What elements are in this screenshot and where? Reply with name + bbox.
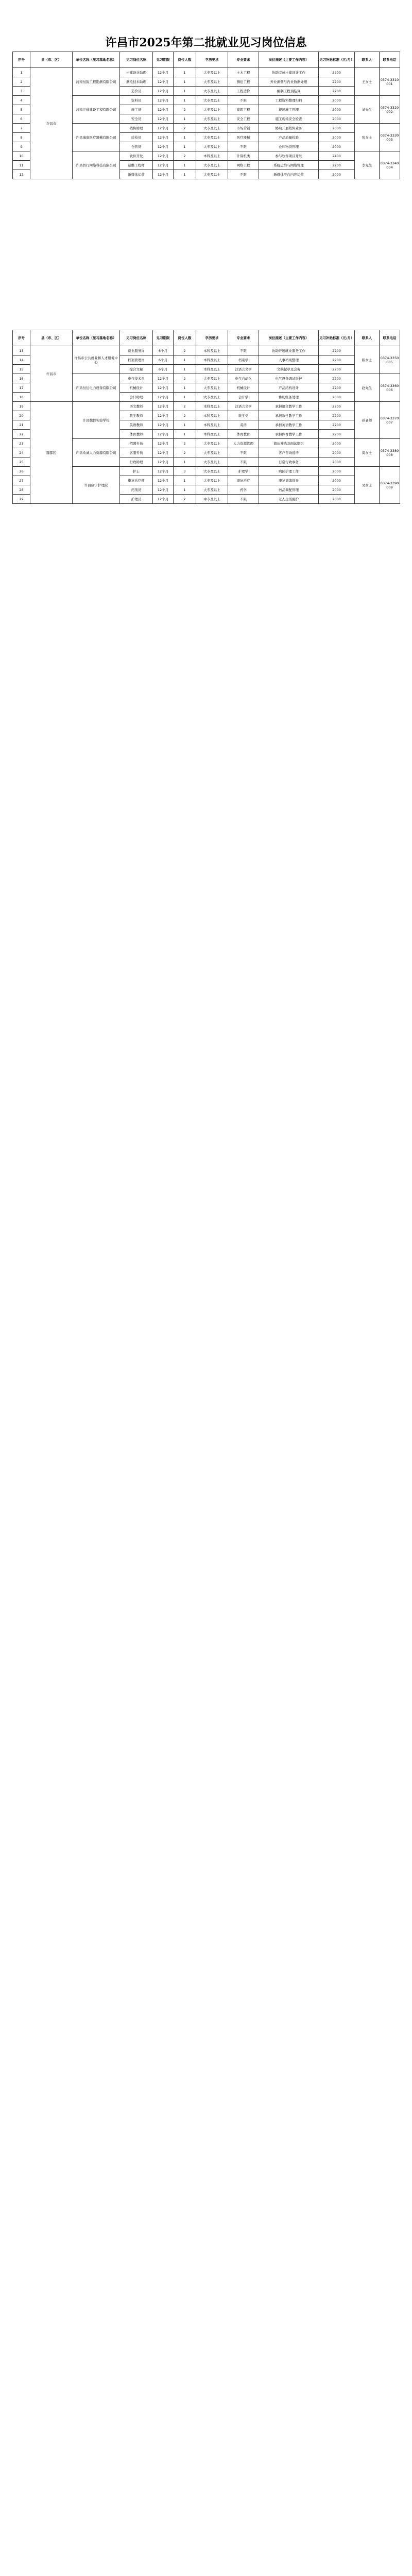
cell-unit: 许昌市公共就业和人才服务中心	[73, 346, 120, 374]
cell-unit: 许昌瑞康医疗器械有限公司	[73, 124, 120, 151]
cell-post: 运维工程师	[120, 161, 153, 170]
cell-edu: 大专及以上	[196, 393, 228, 402]
cell-contact: 王女士	[355, 68, 380, 96]
cell-desc: 承担语文教学工作	[259, 402, 319, 411]
cell-pay: 2200	[319, 68, 355, 77]
cell-term: 12个月	[153, 170, 174, 179]
cell-phone: 0374-3340004	[380, 151, 400, 179]
cell-count: 1	[174, 87, 196, 96]
cell-pay: 2200	[319, 383, 355, 393]
header-cell: 联系人	[355, 330, 380, 346]
cell-desc: 外业测量与内业数据处理	[259, 77, 319, 87]
header-cell: 专业要求	[228, 330, 259, 346]
cell-post: 药剂员	[120, 485, 153, 495]
cell-term: 12个月	[153, 411, 174, 420]
cell-post: 机械设计	[120, 383, 153, 393]
cell-pay: 2000	[319, 448, 355, 457]
cell-post: 招聘专员	[120, 439, 153, 448]
cell-edu: 本科及以上	[196, 355, 228, 365]
cell-unit: 许昌魏都实验学校	[73, 402, 120, 439]
cell-pay: 2000	[319, 105, 355, 114]
cell-major: 药学	[228, 485, 259, 495]
cell-desc: 承担英语教学工作	[259, 420, 319, 430]
cell-term: 6个月	[153, 365, 174, 374]
cell-post: 康复治疗师	[120, 476, 153, 485]
cell-desc: 老人生活照护	[259, 495, 319, 504]
header-cell: 县（市、区）	[30, 52, 73, 68]
cell-term: 6个月	[153, 355, 174, 365]
cell-no: 27	[13, 476, 30, 485]
cell-major: 不限	[228, 170, 259, 179]
cell-pay: 2200	[319, 365, 355, 374]
table-header-row	[13, 330, 400, 346]
cell-desc: 系统运维与网络管理	[259, 161, 319, 170]
cell-count: 2	[174, 439, 196, 448]
cell-major: 护理学	[228, 467, 259, 476]
cell-phone: 0374-3390009	[380, 467, 400, 504]
cell-post: 护士	[120, 467, 153, 476]
cell-no: 16	[13, 374, 30, 383]
cell-desc: 编制工程预结算	[259, 87, 319, 96]
cell-desc: 承担数学教学工作	[259, 411, 319, 420]
cell-term: 12个月	[153, 161, 174, 170]
cell-desc: 人事档案整理	[259, 355, 319, 365]
cell-major: 机械设计	[228, 383, 259, 393]
cell-major: 汉语言文学	[228, 365, 259, 374]
internship-table-2	[12, 330, 400, 504]
cell-major: 不限	[228, 96, 259, 105]
cell-desc: 电气设备调试维护	[259, 374, 319, 383]
cell-major: 档案学	[228, 355, 259, 365]
cell-no: 15	[13, 365, 30, 374]
cell-count: 1	[174, 161, 196, 170]
cell-edu: 大专及以上	[196, 448, 228, 457]
cell-term: 12个月	[153, 393, 174, 402]
cell-major: 英语	[228, 420, 259, 430]
cell-major: 安全工程	[228, 114, 259, 124]
cell-unit: 许昌康宁护理院	[73, 467, 120, 504]
cell-post: 施工员	[120, 105, 153, 114]
cell-pay: 2200	[319, 77, 355, 87]
table-header-row	[13, 52, 400, 68]
cell-pay: 2000	[319, 467, 355, 476]
cell-edu: 中专及以上	[196, 495, 228, 504]
cell-no: 24	[13, 448, 30, 457]
cell-count: 1	[174, 420, 196, 430]
cell-no: 6	[13, 114, 30, 124]
cell-desc: 康复训练指导	[259, 476, 319, 485]
cell-edu: 大专及以上	[196, 105, 228, 114]
cell-post: 资料员	[120, 96, 153, 105]
cell-edu: 本科及以上	[196, 365, 228, 374]
cell-desc: 新媒体平台内容运营	[259, 170, 319, 179]
cell-count: 2	[174, 151, 196, 161]
header-cell: 单位名称（见习基地名称）	[73, 52, 120, 68]
header-cell: 岗位描述（主要工作内容）	[259, 52, 319, 68]
cell-count: 1	[174, 96, 196, 105]
cell-desc: 工程资料整理归档	[259, 96, 319, 105]
cell-count: 2	[174, 448, 196, 457]
cell-desc: 文稿起草及会务	[259, 365, 319, 374]
cell-pay: 2000	[319, 124, 355, 133]
cell-edu: 大专及以上	[196, 142, 228, 151]
cell-desc: 承担体育教学工作	[259, 430, 319, 439]
cell-major: 医疗器械	[228, 133, 259, 142]
header-cell: 学历要求	[196, 52, 228, 68]
cell-desc: 产品结构设计	[259, 383, 319, 393]
cell-post: 仓管员	[120, 142, 153, 151]
cell-contact: 张女士	[355, 124, 380, 151]
cell-edu: 大专及以上	[196, 133, 228, 142]
cell-post: 客服专员	[120, 448, 153, 457]
cell-edu: 大专及以上	[196, 383, 228, 393]
cell-major: 不限	[228, 495, 259, 504]
cell-county: 许昌市	[30, 346, 73, 402]
cell-contact: 吴女士	[355, 467, 380, 504]
header-cell: 岗位描述（主要工作内容）	[259, 330, 319, 346]
cell-desc: 仓库物资管理	[259, 142, 319, 151]
cell-term: 12个月	[153, 124, 174, 133]
cell-major: 电气自动化	[228, 374, 259, 383]
cell-major: 不限	[228, 142, 259, 151]
cell-term: 12个月	[153, 96, 174, 105]
cell-post: 护理员	[120, 495, 153, 504]
cell-count: 1	[174, 355, 196, 365]
cell-count: 2	[174, 124, 196, 133]
cell-term: 12个月	[153, 402, 174, 411]
table-row	[13, 68, 400, 77]
cell-count: 1	[174, 142, 196, 151]
cell-count: 2	[174, 411, 196, 420]
cell-post: 测绘技术助理	[120, 77, 153, 87]
cell-term: 12个月	[153, 457, 174, 467]
cell-no: 23	[13, 439, 30, 448]
cell-edu: 本科及以上	[196, 346, 228, 355]
cell-post: 英语教师	[120, 420, 153, 430]
cell-desc: 协助开展就业服务工作	[259, 346, 319, 355]
cell-term: 12个月	[153, 105, 174, 114]
cell-edu: 大专及以上	[196, 457, 228, 467]
cell-count: 2	[174, 495, 196, 504]
cell-edu: 大专及以上	[196, 124, 228, 133]
cell-major: 建筑工程	[228, 105, 259, 114]
cell-no: 2	[13, 77, 30, 87]
cell-count: 1	[174, 383, 196, 393]
cell-no: 29	[13, 495, 30, 504]
cell-term: 12个月	[153, 430, 174, 439]
cell-post: 造价员	[120, 87, 153, 96]
cell-desc: 协助开展销售业务	[259, 124, 319, 133]
cell-count: 1	[174, 476, 196, 485]
cell-edu: 大专及以上	[196, 96, 228, 105]
cell-contact: 孙老师	[355, 402, 380, 439]
cell-term: 12个月	[153, 448, 174, 457]
cell-post: 语文教师	[120, 402, 153, 411]
cell-no: 18	[13, 393, 30, 402]
cell-count: 2	[174, 374, 196, 383]
cell-post: 安全员	[120, 114, 153, 124]
cell-no: 1	[13, 68, 30, 77]
cell-term: 12个月	[153, 467, 174, 476]
cell-edu: 大专及以上	[196, 77, 228, 87]
cell-desc: 客户咨询接待	[259, 448, 319, 457]
cell-pay: 2000	[319, 485, 355, 495]
cell-term: 12个月	[153, 77, 174, 87]
cell-count: 1	[174, 485, 196, 495]
cell-major: 人力资源管理	[228, 439, 259, 448]
cell-major: 数学类	[228, 411, 259, 420]
cell-pay: 2200	[319, 346, 355, 355]
cell-term: 12个月	[153, 68, 174, 77]
cell-major: 不限	[228, 346, 259, 355]
cell-phone: 0374-3330003	[380, 124, 400, 151]
cell-major: 不限	[228, 448, 259, 457]
cell-desc: 日常行政事务	[259, 457, 319, 467]
cell-contact: 刘先生	[355, 96, 380, 124]
cell-unit: 许昌众诚人力资源有限公司	[73, 439, 120, 467]
cell-unit: 河南恒锐工程勘测有限公司	[73, 68, 120, 96]
cell-major: 汉语言文学	[228, 402, 259, 411]
cell-term: 12个月	[153, 133, 174, 142]
cell-major: 测绘工程	[228, 77, 259, 87]
cell-count: 1	[174, 393, 196, 402]
header-cell: 见习期限	[153, 52, 174, 68]
header-cell: 见习补贴标准（元/月）	[319, 52, 355, 68]
cell-no: 11	[13, 161, 30, 170]
cell-term: 12个月	[153, 485, 174, 495]
cell-no: 13	[13, 346, 30, 355]
cell-pay: 2200	[319, 411, 355, 420]
cell-term: 12个月	[153, 476, 174, 485]
cell-post: 综合文秘	[120, 365, 153, 374]
cell-pay: 2200	[319, 402, 355, 411]
cell-desc: 简历筛选及面试组织	[259, 439, 319, 448]
cell-term: 12个月	[153, 439, 174, 448]
cell-edu: 大专及以上	[196, 170, 228, 179]
header-cell: 见习岗位名称	[120, 330, 153, 346]
cell-term: 12个月	[153, 142, 174, 151]
cell-term: 12个月	[153, 420, 174, 430]
header-cell: 专业要求	[228, 52, 259, 68]
internship-table-1	[12, 52, 400, 179]
header-cell: 县（市、区）	[30, 330, 73, 346]
cell-desc: 药品调配管理	[259, 485, 319, 495]
header-cell: 联系电话	[380, 52, 400, 68]
cell-post: 销售助理	[120, 124, 153, 133]
cell-pay: 2000	[319, 114, 355, 124]
cell-post: 电气技术员	[120, 374, 153, 383]
header-cell: 学历要求	[196, 330, 228, 346]
cell-term: 12个月	[153, 87, 174, 96]
cell-phone: 0374-3310001	[380, 68, 400, 96]
cell-contact: 赵先生	[355, 374, 380, 402]
cell-edu: 本科及以上	[196, 411, 228, 420]
cell-no: 19	[13, 402, 30, 411]
cell-unit: 许昌恒达电力设备有限公司	[73, 374, 120, 402]
cell-no: 9	[13, 142, 30, 151]
cell-edu: 大专及以上	[196, 161, 228, 170]
cell-major: 市场营销	[228, 124, 259, 133]
cell-edu: 大专及以上	[196, 87, 228, 96]
header-cell: 序号	[13, 52, 30, 68]
cell-major: 网络工程	[228, 161, 259, 170]
cell-post: 土建设计助理	[120, 68, 153, 77]
cell-post: 质检员	[120, 133, 153, 142]
cell-no: 8	[13, 133, 30, 142]
table-page-2	[12, 330, 400, 504]
cell-no: 12	[13, 170, 30, 179]
cell-pay: 2200	[319, 374, 355, 383]
cell-pay: 2200	[319, 87, 355, 96]
cell-no: 4	[13, 96, 30, 105]
cell-pay: 2000	[319, 476, 355, 485]
cell-edu: 大专及以上	[196, 68, 228, 77]
table-row	[13, 402, 400, 411]
cell-contact: 李先生	[355, 151, 380, 179]
cell-pay: 2000	[319, 170, 355, 179]
cell-edu: 大专及以上	[196, 114, 228, 124]
document-title: 许昌市2025年第二批就业见习岗位信息	[105, 36, 307, 49]
table-page-1	[12, 52, 400, 179]
cell-post: 新媒体运营	[120, 170, 153, 179]
cell-edu: 大专及以上	[196, 374, 228, 383]
cell-edu: 大专及以上	[196, 439, 228, 448]
cell-pay: 2000	[319, 133, 355, 142]
cell-desc: 参与软件项目开发	[259, 151, 319, 161]
cell-phone: 0374-3370007	[380, 402, 400, 439]
cell-pay: 2000	[319, 96, 355, 105]
cell-pay: 2200	[319, 161, 355, 170]
cell-unit: 河南汇通建设工程有限公司	[73, 96, 120, 124]
cell-no: 22	[13, 430, 30, 439]
cell-phone: 0374-3320002	[380, 96, 400, 124]
header-cell: 岗位人数	[174, 330, 196, 346]
cell-term: 12个月	[153, 495, 174, 504]
cell-count: 1	[174, 365, 196, 374]
header-cell: 见习补贴标准（元/月）	[319, 330, 355, 346]
cell-edu: 大专及以上	[196, 476, 228, 485]
cell-count: 1	[174, 170, 196, 179]
cell-desc: 协助完成土建设计工作	[259, 68, 319, 77]
header-cell: 岗位人数	[174, 52, 196, 68]
header-cell: 序号	[13, 330, 30, 346]
header-cell: 单位名称（见习基地名称）	[73, 330, 120, 346]
cell-unit: 许昌智行网络科技有限公司	[73, 151, 120, 179]
cell-post: 数学教师	[120, 411, 153, 420]
cell-county: 许昌市	[30, 68, 73, 179]
cell-desc: 施工现场安全检查	[259, 114, 319, 124]
header-cell: 联系人	[355, 52, 380, 68]
cell-pay: 2200	[319, 420, 355, 430]
header-cell: 见习期限	[153, 330, 174, 346]
header-cell: 见习岗位名称	[120, 52, 153, 68]
cell-phone: 0374-3350005	[380, 346, 400, 374]
cell-no: 20	[13, 411, 30, 420]
cell-no: 5	[13, 105, 30, 114]
cell-desc: 协助账务处理	[259, 393, 319, 402]
cell-count: 1	[174, 133, 196, 142]
cell-pay: 2000	[319, 142, 355, 151]
cell-no: 28	[13, 485, 30, 495]
table-row	[13, 346, 400, 355]
cell-edu: 本科及以上	[196, 402, 228, 411]
cell-count: 2	[174, 346, 196, 355]
cell-edu: 大专及以上	[196, 485, 228, 495]
cell-major: 不限	[228, 457, 259, 467]
cell-term: 12个月	[153, 151, 174, 161]
cell-no: 7	[13, 124, 30, 133]
cell-edu: 本科及以上	[196, 430, 228, 439]
cell-pay: 2400	[319, 151, 355, 161]
cell-term: 12个月	[153, 383, 174, 393]
cell-pay: 2200	[319, 355, 355, 365]
cell-post: 档案管理岗	[120, 355, 153, 365]
cell-post: 行政助理	[120, 457, 153, 467]
cell-major: 体育教育	[228, 430, 259, 439]
cell-count: 1	[174, 430, 196, 439]
cell-count: 1	[174, 77, 196, 87]
cell-pay: 2000	[319, 457, 355, 467]
cell-no: 3	[13, 87, 30, 96]
cell-term: 12个月	[153, 114, 174, 124]
cell-term: 6个月	[153, 346, 174, 355]
cell-no: 26	[13, 467, 30, 476]
cell-pay: 2000	[319, 393, 355, 402]
cell-post: 就业服务岗	[120, 346, 153, 355]
cell-contact: 周女士	[355, 439, 380, 467]
cell-phone: 0374-3380008	[380, 439, 400, 467]
cell-pay: 2200	[319, 430, 355, 439]
cell-major: 土木工程	[228, 68, 259, 77]
cell-edu: 本科及以上	[196, 420, 228, 430]
cell-post: 体育教师	[120, 430, 153, 439]
cell-major: 康复治疗	[228, 476, 259, 485]
cell-edu: 本科及以上	[196, 151, 228, 161]
cell-major: 会计学	[228, 393, 259, 402]
cell-no: 25	[13, 457, 30, 467]
cell-count: 2	[174, 402, 196, 411]
cell-count: 3	[174, 467, 196, 476]
cell-county: 魏都区	[30, 402, 73, 504]
cell-pay: 2000	[319, 439, 355, 448]
cell-desc: 现场施工管理	[259, 105, 319, 114]
cell-no: 17	[13, 383, 30, 393]
cell-edu: 大专及以上	[196, 467, 228, 476]
cell-count: 1	[174, 457, 196, 467]
cell-count: 1	[174, 68, 196, 77]
cell-contact: 陈女士	[355, 346, 380, 374]
cell-no: 21	[13, 420, 30, 430]
cell-pay: 2000	[319, 495, 355, 504]
cell-post: 会计助理	[120, 393, 153, 402]
cell-no: 14	[13, 355, 30, 365]
cell-major: 工程造价	[228, 87, 259, 96]
cell-term: 12个月	[153, 374, 174, 383]
cell-phone: 0374-3360006	[380, 374, 400, 402]
cell-post: 软件开发	[120, 151, 153, 161]
cell-count: 1	[174, 114, 196, 124]
cell-desc: 病区护理工作	[259, 467, 319, 476]
cell-major: 计算机类	[228, 151, 259, 161]
cell-count: 2	[174, 105, 196, 114]
cell-no: 10	[13, 151, 30, 161]
cell-desc: 产品质量检验	[259, 133, 319, 142]
header-cell: 联系电话	[380, 330, 400, 346]
